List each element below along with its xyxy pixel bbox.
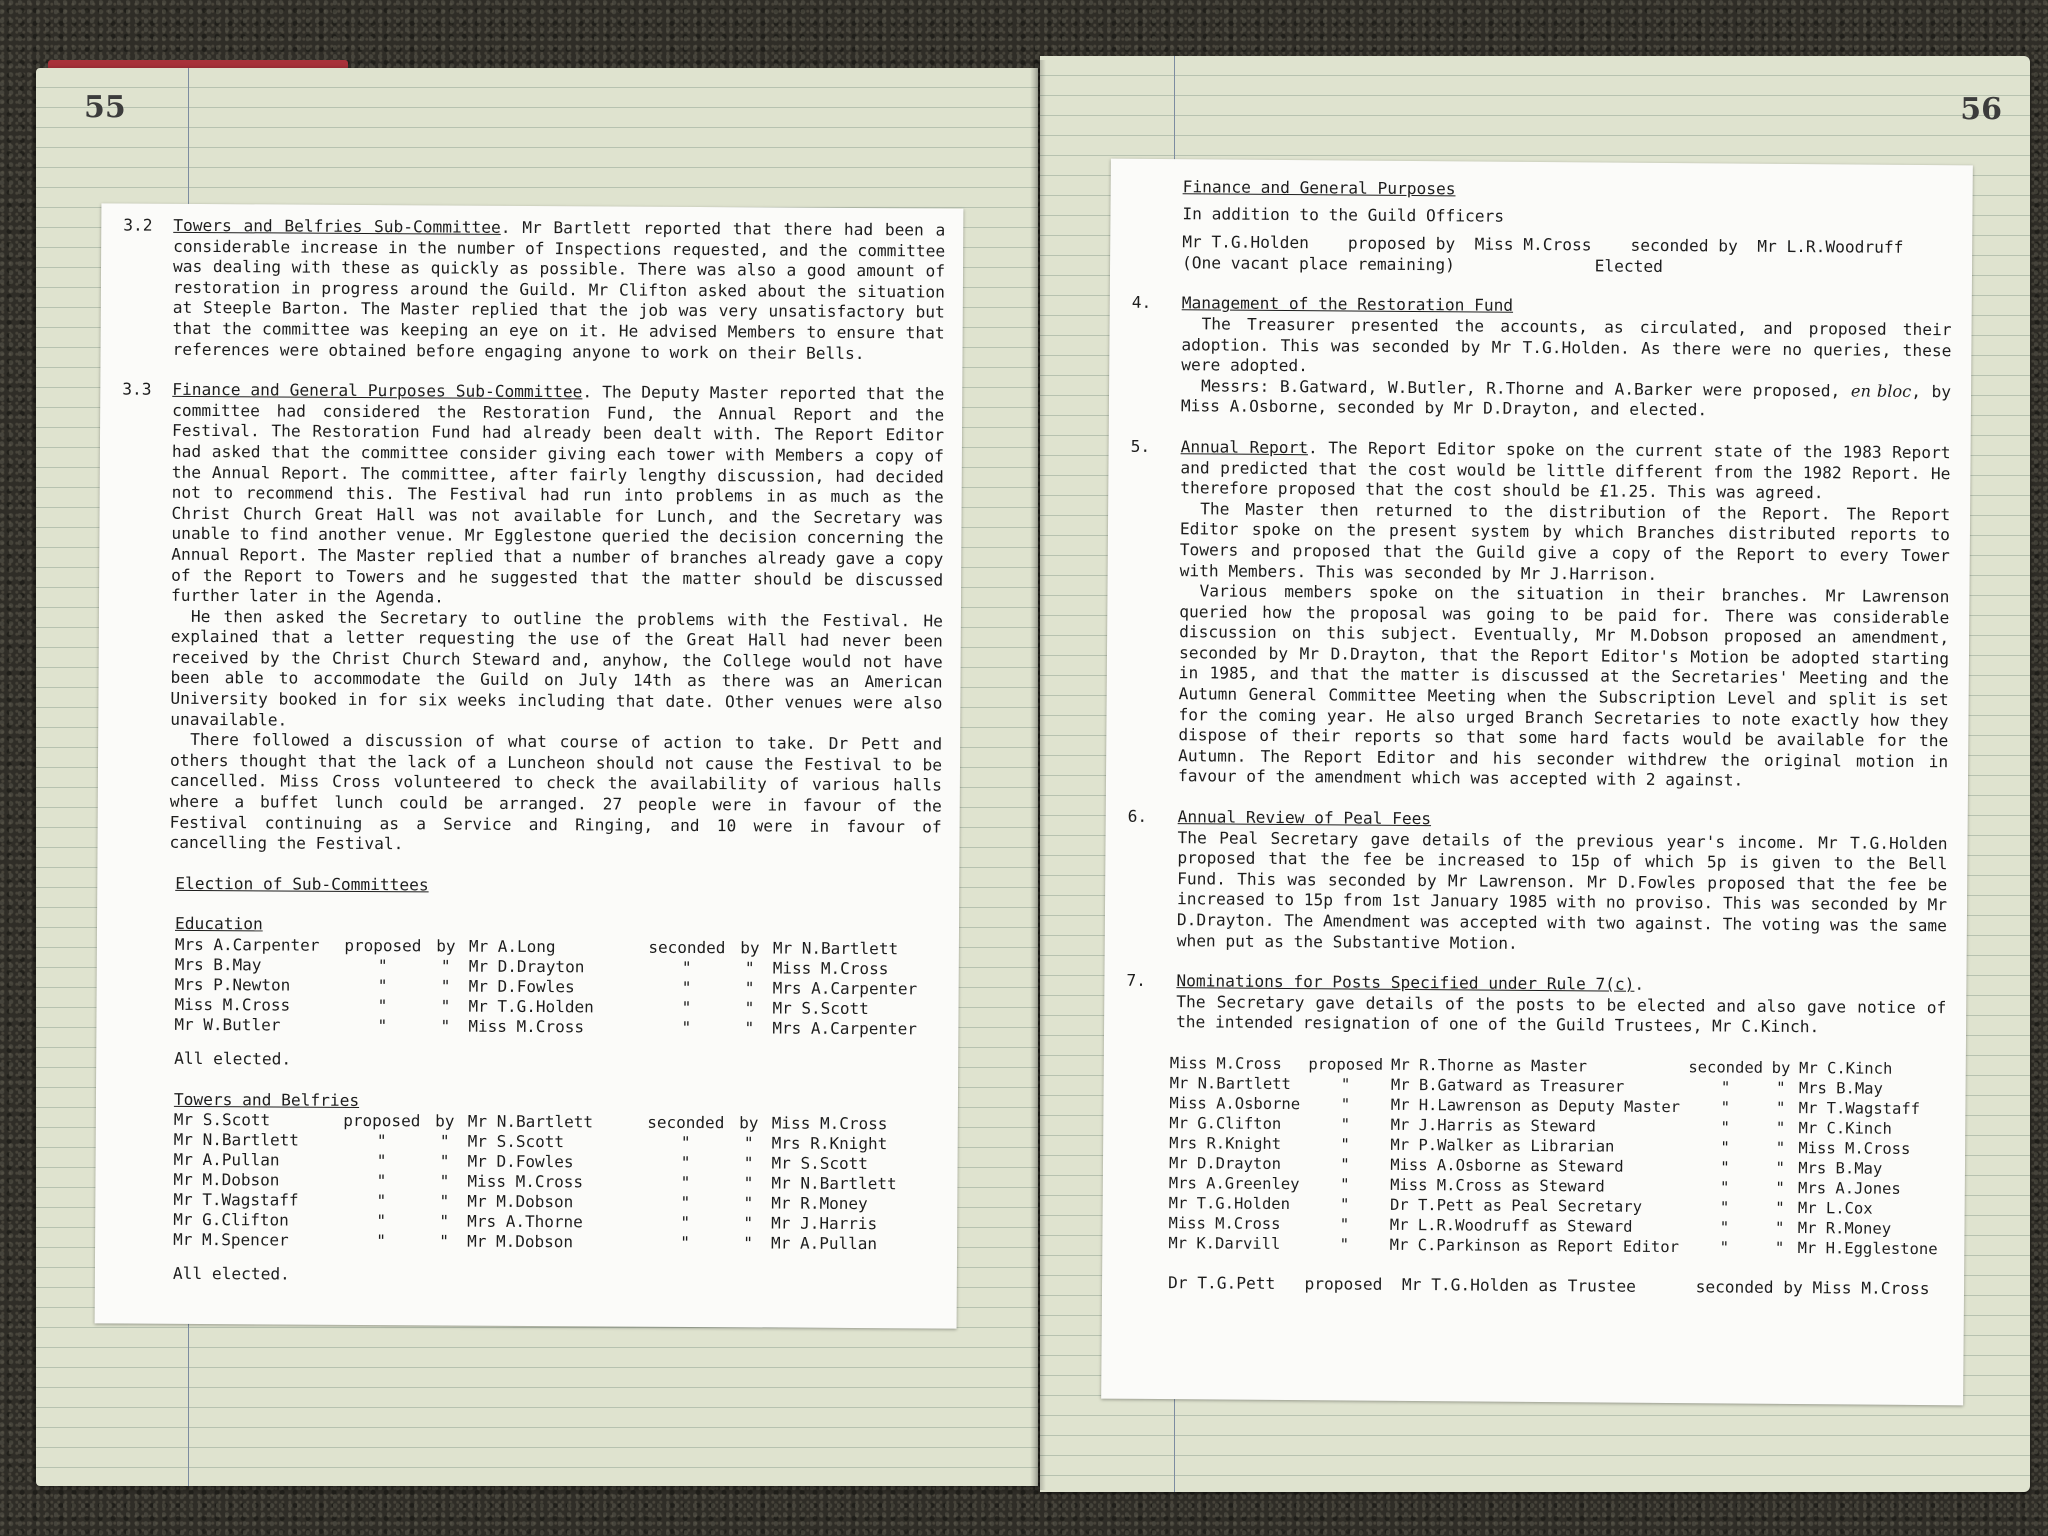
section-body: . Mr Bartlett reported that there had been a considerable increase in the number of Inspections requested, and the committee was dealing with these as quickly as possible. There was also a good amount of restoration in progress around the Guild. Mr Clifton asked about the situation at Steeple Barton. The Master replied that the job was very unsatisfactory but that the committee was keeping an eye on it. He advised Members to ensure that references were obtained before engaging anyone to work on their Bells. [172,217,946,363]
seconder-cell: Mr C.Kinch [1798,1119,1892,1138]
seconded-label: seconded by [1630,235,1738,256]
section-heading: Management of the Restoration Fund [1181,293,1514,316]
section-number: 3.2 [123,215,153,235]
proposed-cell: " [377,956,388,976]
seconder-cell: Mr L.Cox [1797,1199,1873,1218]
by-cell: by [1771,1058,1791,1077]
paragraph: The Secretary gave details of the posts to be elected and also gave notice of the intended resignation of one of the Guild Trustees, Mr C.Kinch. [1176,991,1947,1037]
proposer-cell: Mr M.Dobson [173,1170,280,1190]
section-text [171,380,944,611]
seconded-cell: " [680,1153,691,1173]
section-number: 7. [1126,970,1147,991]
proposed-cell: proposed [343,1111,421,1131]
proposed-cell: " [1340,1135,1350,1154]
proposer-cell: Mr K.Darvill [1168,1234,1281,1253]
by-cell: " [439,1191,450,1211]
seconder-cell: Miss M.Cross [1798,1139,1911,1158]
nominee-cell: Mr N.Bartlett [467,1111,594,1132]
nominee-name: Mr T.G.Holden [1182,232,1310,253]
seconded-cell: " [1720,1078,1731,1097]
proposer-cell: Mr G.Clifton [1169,1114,1282,1133]
by-cell: " [440,956,451,976]
seconded-text: seconded by Miss M.Cross [1695,1277,1930,1299]
seconder-cell: Miss M.Cross [771,1113,888,1134]
proposed-cell: proposed [1308,1055,1384,1074]
by-cell: " [439,1231,449,1251]
proposer-cell: Mr M.Spencer [173,1230,289,1250]
seconded-cell: " [680,1213,691,1233]
by-cell: " [744,958,755,978]
seconded-cell: " [680,1193,691,1213]
by-cell: " [743,1213,754,1233]
all-elected-note: All elected. [172,1264,290,1284]
proposer-cell: Miss M.Cross [1169,1054,1282,1073]
paragraph: Various members spoke on the situation in their branches. Mr Lawrenson queried how the proposal was going to be paid for. There was considerable discussion on this subject. Eventually, Mr M.Dobson proposed an amendment, seconded by Mr D.Drayton, that the Report Editor's Motion be adopted starting in 1985, and that the matter is discussed at the Secretaries' Meeting and the Autumn General Committee Meeting when the Subscription Level and split is set for the coming year. He also urged Branch Secretaries to note exactly how they dispose of their reports so that some hard facts would be available for the Autumn. The Report Editor and his seconder withdrew the original motion in favour of the amendment which was accepted with 2 against. [1177,581,1950,791]
proposer-cell: Miss M.Cross [174,994,291,1015]
section-number: 5. [1130,436,1151,456]
seconded-cell: " [1720,1158,1730,1177]
seconded-cell: seconded [647,1112,725,1133]
nominee-cell: Mr L.R.Woodruff as Steward [1389,1215,1633,1236]
elected-note: Elected [1594,256,1664,276]
seconded-cell: " [1720,1138,1730,1157]
proposer-cell: Mrs A.Greenley [1168,1174,1300,1194]
proposer-cell: Mrs B.May [174,954,262,975]
seconder-cell: Mr N.Bartlett [772,938,899,959]
proposed-cell: " [1340,1175,1350,1194]
seconder-cell: Mr H.Egglestone [1797,1239,1938,1259]
seconded-cell: " [1720,1178,1730,1197]
heading-suffix: . [1634,974,1645,995]
nominee-cell: Miss M.Cross [467,1171,584,1192]
election-heading: Election of Sub-Committees [175,873,429,895]
seconded-cell: " [1719,1198,1730,1217]
proposer-name: Miss M.Cross [1474,234,1592,255]
by-cell: " [744,1018,755,1038]
section-number: 4. [1131,293,1152,313]
seconder-cell: Mr S.Scott [772,998,869,1019]
by-cell: " [1775,1098,1786,1117]
nominee-cell: Mr D.Fowles [468,976,575,997]
nominee-cell: Mr T.G.Holden [468,996,594,1017]
proposed-cell: " [376,1231,386,1251]
by-cell: " [1775,1158,1785,1177]
nominee-cell: Mr D.Fowles [467,1151,574,1172]
proposer-cell: Mr N.Bartlett [173,1130,300,1150]
typed-sheet-left [95,203,964,1328]
section-number: 3.3 [122,379,152,399]
section-text [1180,437,1950,505]
section-body: . The Report Editor spoke on the current state of the 1983 Report and predicted that the cost would be little different from the 1982 Report. He therefore proposed that the cost should be £1.25. This was agreed. [1180,438,1951,503]
paragraph: The Treasurer presented the accounts, as circulated, and proposed their adoption. This was seconded by Mr T.G.Holden. As there were no queries, these were adopted. [1181,314,1952,376]
nominations-table [1168,1053,1947,1259]
proposer-cell: Miss A.Osborne [1169,1094,1301,1114]
seconder-cell: Mrs A.Jones [1798,1179,1901,1198]
proposed-cell: " [1340,1115,1351,1134]
proposer-cell: Mrs A.Carpenter [174,934,320,955]
nominee-cell: Miss M.Cross as Steward [1390,1175,1605,1196]
by-cell: " [439,1131,450,1151]
proposed-cell: " [1340,1095,1351,1114]
by-cell: " [1775,1218,1785,1237]
proposer-cell: Miss M.Cross [1168,1214,1281,1233]
by-cell: " [439,1151,450,1171]
by-cell: by [740,938,760,958]
nominee-cell: Mr A.Long [468,936,556,957]
vacant-note: (One vacant place remaining) [1181,252,1456,275]
proposed-cell: " [1339,1235,1350,1254]
nominee-cell: Mr D.Drayton [468,956,585,977]
finance-intro: In addition to the Guild Officers [1182,203,1505,226]
nominee-cell: Mr B.Gatward as Treasurer [1390,1075,1625,1096]
proposer-cell: Mr N.Bartlett [1169,1074,1292,1094]
nominee-cell: Miss M.Cross [468,1016,585,1037]
election-block [117,873,941,1289]
section-number: 6. [1127,806,1148,826]
proposer-cell: Mr D.Drayton [1168,1154,1282,1173]
by-cell: " [1775,1178,1785,1197]
seconded-cell: seconded [1688,1058,1764,1077]
page-number: 55 [84,90,126,125]
by-cell: by [739,1113,759,1133]
proposed-cell: " [1339,1215,1350,1234]
by-cell: by [435,1111,455,1131]
typed-sheet-right [1101,159,1973,1406]
proposed-cell: " [376,1151,387,1171]
seconder-cell: Mr T.Wagstaff [1798,1099,1921,1118]
proposer-cell: Mr A.Pullan [173,1150,280,1170]
by-cell: " [439,1211,450,1231]
seconder-name: Mr L.R.Woodruff [1757,236,1904,258]
seconder-cell: Mrs R.Knight [771,1133,888,1154]
seconded-cell: " [1720,1098,1731,1117]
proposed-label: proposed [1304,1274,1383,1294]
proposed-cell: proposed [344,935,422,956]
education-heading: Education [174,914,263,934]
nominee-cell: Mr J.Harris as Steward [1390,1115,1596,1136]
nominee-name: Mr T.G.Holden as Trustee [1401,1274,1636,1296]
proposer-cell: Mr W.Butler [174,1014,281,1035]
seconder-cell: Mrs B.May [1798,1079,1883,1098]
by-cell: " [440,976,451,996]
section-4 [1131,293,1952,423]
towers-table [173,1110,930,1255]
nominee-cell: Mr M.Dobson [467,1191,574,1212]
nominee-cell: Mr R.Thorne as Master [1391,1055,1588,1076]
section-6 [1127,807,1948,958]
paragraph: The Master then returned to the distribution of the Report. The Report Editor spoke on the present system by which Branches distributed reports to Towers and proposed that the Guild give a copy of the Report to every Tower with Members. This was seconded by Mr J.Harrison. [1179,499,1951,584]
proposed-cell: " [376,1131,387,1151]
section-text [172,216,945,365]
proposed-cell: " [1339,1195,1350,1214]
section-heading: Nominations for Posts Specified under Rule 7(c) [1176,971,1635,994]
seconder-cell: Mr S.Scott [771,1153,868,1174]
by-cell: " [744,978,755,998]
proposed-cell: " [377,1016,388,1036]
by-cell: " [743,1173,754,1193]
paragraph: He then asked the Secretary to outline the problems with the Festival. He explained that a letter requesting the use of the Great Hall had never been received by the Christ Church Steward and, anyhow, the College would not have been able to accommodate the Guild on July 14th as there was an American University booked in for six weeks including that date. Other venues were also unavailable. [170,606,943,730]
seconded-cell: " [681,997,692,1017]
nominee-cell: Mrs A.Thorne [467,1211,583,1232]
section-3-2 [122,216,945,365]
seconded-cell: " [680,1233,690,1253]
section-7 [1126,971,1946,1039]
section-heading: Annual Review of Peal Fees [1177,807,1432,829]
seconded-cell: " [680,1133,691,1153]
section-heading: Annual Report [1180,437,1309,458]
seconder-cell: Miss M.Cross [772,958,889,979]
by-cell: " [744,998,755,1018]
seconded-cell: " [1719,1238,1730,1257]
nominee-cell: Mr S.Scott [467,1131,565,1152]
by-cell: " [743,1193,754,1213]
proposed-cell: " [376,1191,387,1211]
seconder-cell: Mr R.Money [1797,1219,1892,1238]
proposer-cell: Mr G.Clifton [173,1210,289,1230]
italic-phrase: en bloc [1850,381,1912,401]
page-number: 56 [1960,92,2002,127]
by-cell: " [1775,1198,1785,1217]
by-cell: " [1774,1238,1785,1257]
seconded-cell: " [1719,1218,1730,1237]
seconded-cell: " [681,957,692,977]
by-cell: " [743,1233,753,1253]
proposer-cell: Mrs P.Newton [174,974,291,995]
finance-heading: Finance and General Purposes [1182,177,1456,199]
seconder-cell: Mr N.Bartlett [771,1173,897,1194]
by-cell: " [440,1016,451,1036]
section-heading: Finance and General Purposes Sub-Committee [172,379,583,402]
seconded-cell: seconded [648,937,726,958]
seconder-cell: Mrs B.May [1798,1159,1883,1178]
section-body: . The Deputy Master reported that the committee had considered the Restoration Fund, the Annual Report and the Festival. The Restoration Fund had already been dealt with. The Report Editor had asked that the committee consider giving each tower with Members a copy of the Annual Report. The committee, after fairly lengthy discussion, had decided not to recommend this. The Festival had run into problems in as much as the Christ Church Great Hall was not available for Lunch, and the Secretary was unable to find another venue. Mr Egglestone queried the decision concerning the Annual Report. The Master replied that a number of branches already gave a copy of the Report to Towers and he suggested that the matter should be discussed further later in the Agenda. [170,382,945,607]
nominations-block [1124,1053,1946,1300]
nominee-cell: Mr P.Walker as Librarian [1390,1135,1615,1156]
proposed-cell: " [376,1171,387,1191]
proposed-cell: " [377,996,388,1016]
towers-heading: Towers and Belfries [173,1089,360,1110]
proposer-cell: Mr T.G.Holden [1168,1194,1291,1214]
nominee-cell: Mr H.Lawrenson as Deputy Master [1390,1095,1681,1117]
nominee-cell: Dr T.Pett as Peal Secretary [1389,1195,1643,1216]
by-cell: " [743,1153,754,1173]
paragraph: The Peal Secretary gave details of the previous year's income. Mr T.G.Holden proposed that the fee be increased to 15p of which 5p is given to the Bell Fund. This was seconded by Mr Lawrenson. Mr D.Fowles proposed that the fee be increased to 15p from 1st January 1985 with no proviso. This was seconded by Mr D.Drayton. The Amendment was accepted with two against. The voting was the same when put as the Substantive Motion. [1176,827,1948,953]
seconded-cell: " [680,1173,691,1193]
paragraph [1181,376,1951,423]
proposed-cell: " [1340,1075,1351,1094]
paragraph: There followed a discussion of what course of action to take. Dr Pett and others thought that the lack of a Luncheon should not cause the Festival to be cancelled. Miss Cross volunteered to check the availability of various halls where a buffet lunch could be arranged. 27 people were in favour of the Festival continuing as a Service and Ringing, and 10 were in favour of cancelling the Festival. [169,730,943,854]
by-cell: " [440,996,451,1016]
section-3-3 [119,380,944,859]
by-cell: " [743,1133,754,1153]
seconder-cell: Mr C.Kinch [1798,1059,1893,1078]
seconded-cell: " [681,1017,692,1037]
nominee-cell: Miss A.Osborne as Steward [1390,1155,1624,1176]
proposer-cell: Mr T.Wagstaff [173,1190,299,1210]
nominee-cell: Mr C.Parkinson as Report Editor [1389,1235,1680,1257]
by-cell: " [439,1171,450,1191]
seconder-cell: Mrs A.Carpenter [772,978,918,999]
by-cell: " [1775,1138,1786,1157]
section-5 [1128,437,1951,794]
proposed-cell: " [376,1211,387,1231]
seconder-cell: Mr J.Harris [771,1213,878,1234]
proposer-name: Dr T.G.Pett [1167,1273,1276,1293]
all-elected-note: All elected. [174,1048,292,1069]
seconded-cell: " [681,977,692,997]
section-heading: Towers and Belfries Sub-Committee [173,215,501,237]
seconder-cell: Mr A.Pullan [771,1233,878,1254]
education-table [174,935,931,1040]
nominee-cell: Mr M.Dobson [467,1231,574,1252]
seconder-cell: Mr R.Money [771,1193,868,1214]
proposer-cell: Mr S.Scott [173,1110,271,1130]
by-cell: " [1776,1078,1786,1097]
proposer-cell: Mrs R.Knight [1169,1134,1282,1153]
proposed-cell: " [1340,1155,1350,1174]
by-cell: by [436,936,456,956]
by-cell: " [1775,1118,1786,1137]
text-run: , by Miss A.Osborne, seconded by Mr D.Drayton, and elected. [1180,381,1952,420]
text-run: Messrs: B.Gatward, W.Butler, R.Thorne and A.Barker were proposed, [1201,376,1841,401]
seconded-cell: " [1720,1118,1730,1137]
proposed-cell: " [377,976,388,996]
seconder-cell: Mrs A.Carpenter [772,1018,917,1039]
book-gutter [1030,60,1046,1490]
proposed-label: proposed by [1347,233,1456,254]
finance-block [1132,177,1953,280]
